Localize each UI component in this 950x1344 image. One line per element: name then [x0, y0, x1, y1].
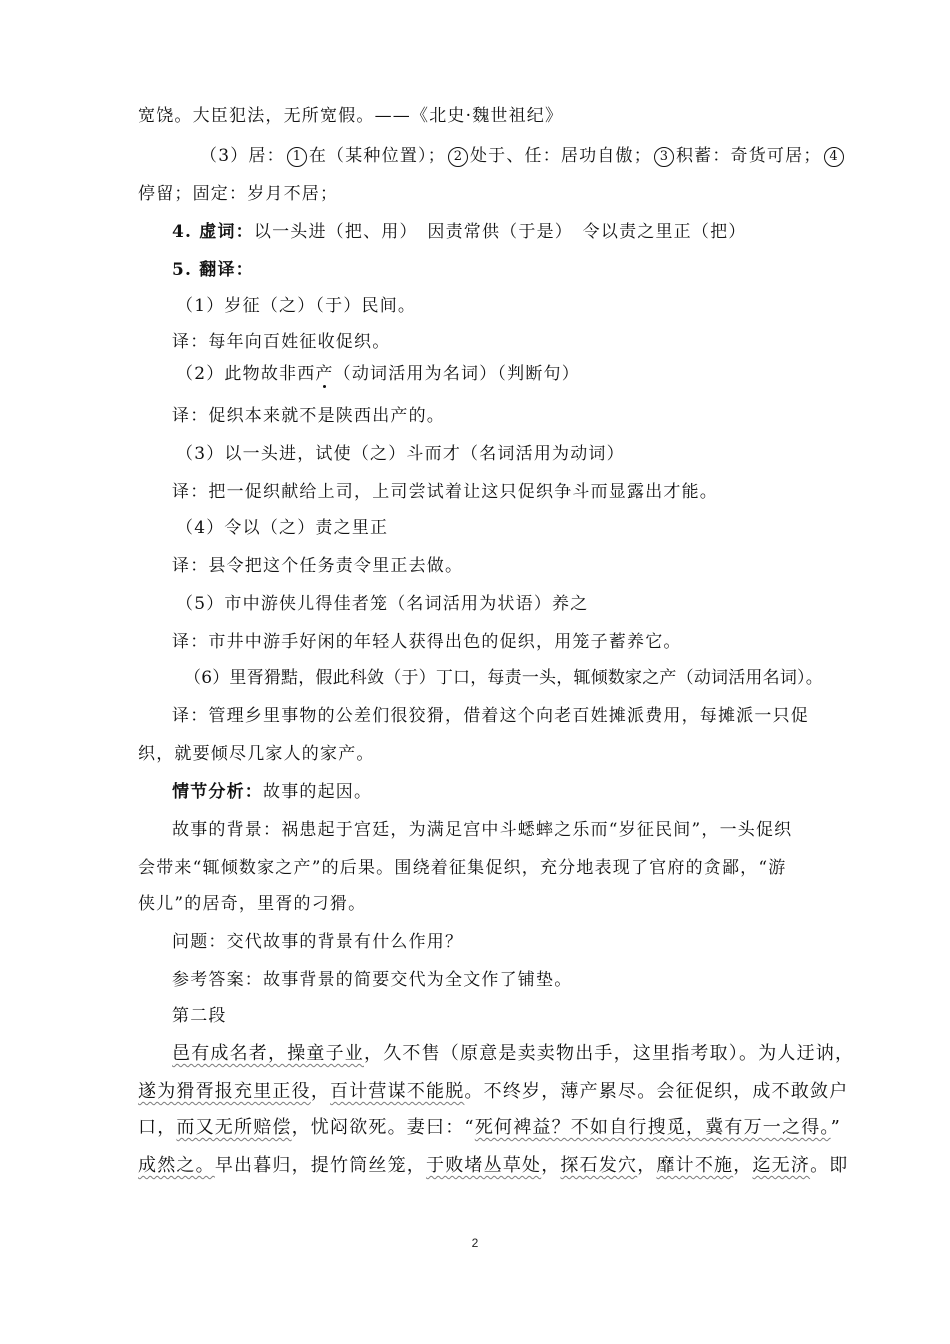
analysis-text: 故事的背景：祸患起于宫廷，为满足宫中斗蟋蟀之乐而“岁征民间”，一头促织 — [172, 820, 793, 840]
translation-item: （3）以一头进，试使（之）斗而才（名词活用为动词） — [176, 444, 625, 464]
classical-text: ， — [541, 1155, 561, 1176]
text-line — [176, 592, 588, 616]
text-line — [172, 554, 463, 578]
text-line — [138, 892, 366, 916]
text-line — [138, 104, 563, 128]
section-heading: 4. 虚词： — [172, 222, 254, 242]
text-line — [172, 968, 572, 992]
translation-item: （6）里胥猾黠，假此科敛（于）丁口，每责一头，辄倾数家之产（动词活用名词）。 — [184, 668, 823, 688]
text-line — [172, 480, 718, 504]
text-line — [172, 220, 746, 244]
text-line — [176, 294, 416, 318]
text-line — [172, 780, 372, 804]
classical-text: 口， — [138, 1117, 177, 1138]
underlined-phrase: 邑有成名者，操童子业 — [172, 1043, 364, 1064]
translation-item: （动词活用为名词）（判断句） — [333, 364, 580, 384]
text-line — [172, 630, 682, 654]
text-line — [138, 1116, 841, 1140]
classical-text: ， — [733, 1155, 753, 1176]
text-line — [176, 442, 625, 466]
analysis-text: 侠儿”的居奇，里胥的刁猾。 — [138, 894, 367, 914]
translation-text: 译：把一促织献给上司，上司尝试着让这只促织争斗而显露出才能。 — [172, 482, 718, 502]
text-line — [176, 516, 388, 540]
classical-text: ，久不售（原意是卖卖物出手，这里指考取）。为人迂讷， — [364, 1043, 855, 1064]
underlined-phrase: 遂为猾胥报充里正役 — [138, 1081, 311, 1102]
classical-text: 。不终岁，薄产累尽。会征促织，成不敢敛户 — [464, 1081, 849, 1102]
underlined-phrase: 探石发穴 — [560, 1155, 638, 1176]
answer-text: 参考答案：故事背景的简要交代为全文作了铺垫。 — [172, 970, 573, 990]
question-text: 问题：交代故事的背景有什么作用？ — [172, 932, 464, 952]
text-line — [138, 856, 786, 880]
translation-text: 译：县令把这个任务责令里正去做。 — [172, 556, 464, 576]
text-line — [172, 818, 792, 842]
translation-item: （5）市中游侠儿得佳者笼（名词活用为状语）养之 — [176, 594, 589, 614]
circled-number-2: 2 — [448, 147, 468, 167]
underlined-phrase: 靡计不施 — [656, 1155, 734, 1176]
text-line — [172, 704, 809, 728]
definition-text: 处于、任：居功自傲； — [469, 146, 652, 166]
underlined-phrase: 迄无济 — [752, 1155, 811, 1176]
circled-number-1: 1 — [287, 147, 307, 167]
text-line — [200, 144, 846, 168]
translation-text: 织，就要倾尽几家人的家产。 — [138, 744, 375, 764]
definition-label: （3）居： — [200, 146, 285, 166]
text-line — [184, 666, 823, 690]
emphasized-character: 产 — [315, 364, 334, 384]
text-line — [172, 1004, 227, 1028]
text-line — [138, 742, 375, 766]
translation-text: 译：每年向百姓征收促织。 — [172, 332, 391, 352]
underlined-phrase: 死何裨益？不如自行搜觅，冀有万一之得。 — [474, 1117, 831, 1138]
text-line — [172, 330, 390, 354]
text-line — [172, 930, 463, 954]
text-line — [138, 1080, 848, 1104]
section-heading: 5. 翻译： — [172, 260, 254, 280]
section-text: 故事的起因。 — [263, 782, 373, 802]
underlined-phrase: 成然之。 — [138, 1155, 215, 1176]
classical-text: ， — [310, 1081, 331, 1102]
translation-item: （2）此物故非西 — [176, 364, 316, 384]
translation-text: 译：管理乡里事物的公差们很狡猾，借着这个向老百姓摊派费用，每摊派一只促 — [172, 706, 809, 726]
translation-text: 译：市井中游手好闲的年轻人获得出色的促织，用笼子蓄养它。 — [172, 632, 682, 652]
underlined-phrase: 而又无所赔偿 — [176, 1117, 292, 1138]
text-line — [172, 1042, 854, 1066]
definition-text: 停留；固定：岁月不居； — [138, 184, 339, 204]
classical-text: ， — [637, 1155, 657, 1176]
circled-number-4: 4 — [824, 147, 844, 167]
circled-number-3: 3 — [654, 147, 674, 167]
definition-text: 积蓄：奇货可居； — [675, 146, 822, 166]
analysis-text: 会带来“辄倾数家之产”的后果。围绕着征集促织，充分地表现了官府的贪鄙，“游 — [138, 858, 787, 878]
paragraph-heading: 第二段 — [172, 1006, 227, 1025]
text-line — [138, 1154, 848, 1178]
page-number: 2 — [471, 1236, 479, 1250]
translation-item: （4）令以（之）责之里正 — [176, 518, 389, 538]
classical-text: 早出暮归，提竹筒丝笼， — [214, 1155, 427, 1176]
text-line — [176, 362, 580, 386]
text-line — [172, 404, 445, 428]
underlined-phrase: 于败堵丛草处 — [426, 1155, 542, 1176]
translation-text: 译：促织本来就不是陕西出产的。 — [172, 406, 445, 426]
definition-text: 在（某种位置）； — [308, 146, 446, 166]
text-line — [138, 182, 338, 206]
translation-item: （1）岁征（之）（于）民间。 — [176, 296, 417, 316]
section-text: 以一头进（把、用） 因责常供（于是） 令以责之里正（把） — [253, 222, 747, 242]
text-line — [172, 258, 254, 282]
underlined-phrase: 百计营谋不能脱 — [330, 1081, 465, 1102]
classical-text: ” — [830, 1117, 842, 1138]
section-heading: 情节分析： — [172, 782, 263, 802]
classical-text: ，忧闷欲死。妻曰：“ — [291, 1117, 475, 1138]
quote-source-line: 宽饶。大臣犯法，无所宽假。——《北史·魏世祖纪》 — [138, 106, 564, 126]
classical-text: 。即 — [810, 1155, 849, 1176]
